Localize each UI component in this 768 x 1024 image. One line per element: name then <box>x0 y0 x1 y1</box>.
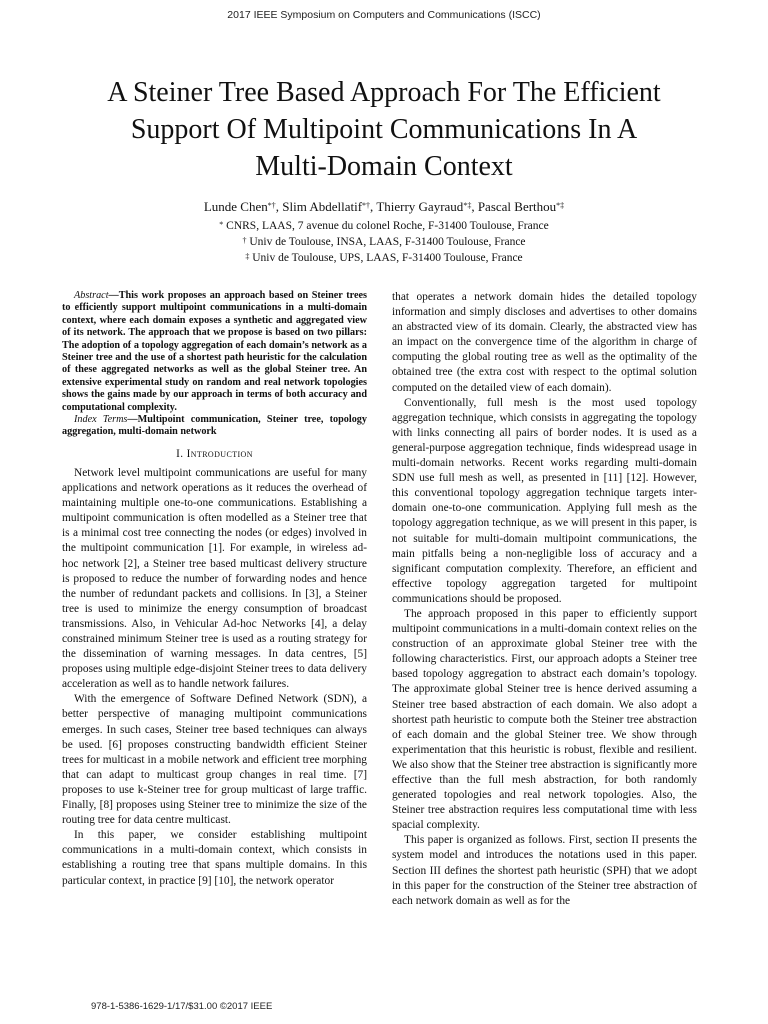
affiliation <box>0 250 768 266</box>
section-heading <box>62 447 367 462</box>
copyright-footer: 978-1-5386-1629-1/17/$31.00 ©2017 IEEE <box>91 1001 273 1012</box>
title-line-3: Multi-Domain Context <box>255 151 513 182</box>
affiliation-mark: † <box>242 236 247 245</box>
affiliation-text: CNRS, LAAS, 7 avenue du colonel Roche, F-31400 Toulouse, France <box>226 220 549 232</box>
author-list: Lunde Chen*†, Slim Abdellatif*†, Thierry Gayraud*‡, Pascal Berthou*‡ <box>203 199 565 214</box>
paragraph: that operates a network domain hides the detailed topology information and simply discloses and advertises to other domains an abstracted view of its domain. Clearly, the abstracted view has an impact on the convergence time of the algorithm in charge of computing the global routing tree as well as the optimality of the obtained tree (the extra cost with respect to the optimal solution computed on the detailed view of each domain). <box>392 291 697 394</box>
right-column <box>392 290 697 909</box>
paragraph: The approach proposed in this paper to efficiently support multipoint communications in a multi-domain context relies on the construction of an approximate global Steiner tree with the following characteristics. First, our approach adopts a Steiner tree based topology aggregation to abstract each domain’s topology. The approximate global Steiner tree is hence derived assuming a Steiner tree based abstraction of each domain. We also adopt a shortest path heuristic to compute both the Steiner tree abstraction of each domain and the global Steiner tree. We show through experimentation that this heuristic is robust, flexible and resilient. We also show that the Steiner tree abstraction is significantly more effective than the full mesh abstraction, for both randomly generated topologies and real network topologies. Also, the Steiner tree abstraction requires less computational time with less spacial complexity. <box>392 607 697 832</box>
author-name: Thierry Gayraud <box>376 199 464 214</box>
index-terms <box>62 414 367 439</box>
paper-title <box>40 74 728 185</box>
affiliation-mark: * <box>219 220 224 229</box>
affiliation <box>0 234 768 250</box>
affiliation <box>0 218 768 234</box>
affiliation-list <box>0 218 768 266</box>
affiliation-text: Univ de Toulouse, INSA, LAAS, F-31400 Toulouse, France <box>249 236 526 248</box>
paragraph: Conventionally, full mesh is the most used topology aggregation technique, which consists in aggregating the topology with links connecting all pairs of border nodes. It is used as a general-purpose aggregation technique, finds widespread usage in multi-domain networks. Recent works regarding multi-domain SDN use full mesh as well, as presented in [11] [12]. However, this conventional topology aggregation technique targets inter-domain one-to-one communication. Applying full mesh as the topology aggregation technique, as we will present in this paper, is not suitable for multi-domain multipoint communications, the main pitfalls being a non-negligible loss of accuracy and a significant computation complexity. Therefore, an efficient and effective topology aggregation targeted for multipoint communications should be proposed. <box>392 396 697 605</box>
paragraph: Network level multipoint communications are useful for many applications and network operations as it reduces the overhead of maintaining multiple one-to-one communications. Establishing a multipoint communication is often modelled as a Steiner tree that is a minimal cost tree connecting the nodes (or edges) involved in the multipoint communication [1]. For example, in wireless ad-hoc network [2], a Steiner tree based multicast delivery structure is proposed to reduce the number of forwarding nodes and hence the number of redundant packets and collisions. In [3], a Steiner tree is used to minimize the energy consumption of broadcast transmissions. Also, in Vehicular Ad-hoc Networks [4], a delay constrained minimum Steiner tree is used as a routing strategy for the dissemination of warning messages. In data centres, [5] proposes using multiple edge-disjoint Steiner trees to data delivery acceleration as well as to handle network failures. <box>62 466 367 691</box>
title-line-2: Support Of Multipoint Communications In A <box>130 114 638 145</box>
section-title: Introduction <box>186 447 253 460</box>
author-marks: *‡ <box>463 201 472 210</box>
paragraph: With the emergence of Software Defined Network (SDN), a better perspective of managing multipoint communications emerges. In such cases, Steiner tree based techniques can always be used. [6] proposes constructing bandwidth efficient Steiner trees for multicast in a mobile network and efficient tree morphing that can adapt to multicast group changes in real time. [7] proposes to use k-Steiner tree for group multicast of large traffic. Finally, [8] proposes using Steiner tree to minimize the size of the routing tree for data centre multicast. <box>62 693 367 827</box>
index-terms-text: —Multipoint communication, Steiner tree, topology aggregation, multi-domain network <box>62 414 367 438</box>
author-name: Lunde Chen <box>203 199 268 214</box>
section-number: I. <box>176 447 184 460</box>
title-line-1: A Steiner Tree Based Approach For The Efficient <box>107 77 661 108</box>
paragraph: This paper is organized as follows. First, section II presents the system model and introduces the notations used in this paper. Section III defines the shortest path heuristic (SPH) that we adopt in this paper for the construction of the Steiner tree abstraction of each network domain as well as for the <box>392 834 697 907</box>
author-marks: *† <box>362 201 371 210</box>
index-terms-label: Index Terms <box>74 414 128 426</box>
abstract-label: Abstract <box>74 290 109 301</box>
conference-header: 2017 IEEE Symposium on Computers and Communications (ISCC) <box>227 9 541 21</box>
affiliation-text: Univ de Toulouse, UPS, LAAS, F-31400 Toulouse, France <box>252 252 523 264</box>
abstract-text: —This work proposes an approach based on Steiner trees to efficiently support multipoint communications in a multi-domain context, where each domain exposes a synthetic and aggregated view of its network. The approach that we propose is based on two pillars: The adoption of a topology aggregation of each domain’s network as a Steiner tree and the use of a shortest path heuristic for the calculation of these aggregated networks as well as the global Steiner tree. An extensive experimental study on random and real network topologies shows the gains made by our approach in terms of both accuracy and computational complexity. <box>62 290 367 413</box>
left-column <box>62 290 367 889</box>
author-marks: *‡ <box>556 201 565 210</box>
abstract <box>62 290 367 414</box>
affiliation-mark: ‡ <box>245 252 250 261</box>
paragraph: In this paper, we consider establishing multipoint communications in a multi-domain context, which consists in establishing a routing tree that spans multiple domains. In this particular context, in practice [9] [10], the network operator <box>62 829 367 887</box>
author-marks: *† <box>267 201 276 210</box>
author-name: Pascal Berthou <box>477 199 557 214</box>
author-name: Slim Abdellatif <box>282 199 363 214</box>
